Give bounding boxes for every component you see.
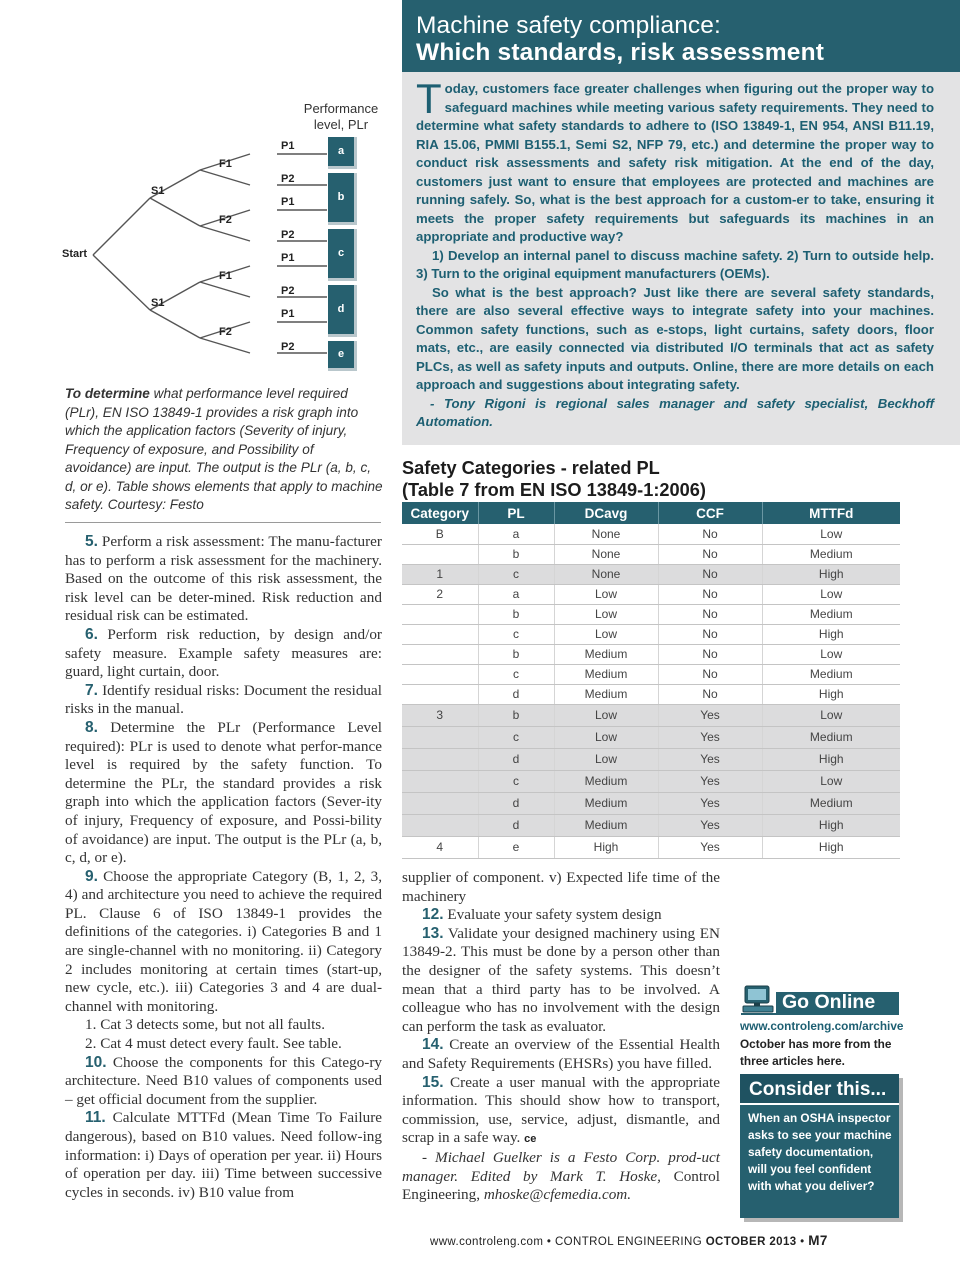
- table-cell: High: [762, 836, 900, 858]
- table-row: [402, 624, 900, 644]
- table-cell: b: [478, 604, 554, 624]
- table-cell: c: [478, 664, 554, 684]
- step-9-sub-1: 1. Cat 3 detects some, but not all faults.: [85, 1016, 326, 1034]
- table-cell: [402, 792, 478, 814]
- table-cell: Medium: [554, 814, 658, 836]
- table-cell: b: [478, 704, 554, 726]
- table-cell: [402, 544, 478, 564]
- table-row: [402, 814, 900, 836]
- drop-cap: T: [416, 75, 442, 122]
- author-email: mhoske@cfemedia.com.: [480, 1186, 632, 1204]
- table-cell: [402, 726, 478, 748]
- footer-issue: OCTOBER 2013: [705, 1236, 797, 1248]
- table-row: [402, 564, 900, 584]
- step-12: 12. Evaluate your safety system design: [422, 906, 662, 924]
- table-row: [402, 544, 900, 564]
- go-online-text: October has more from the three articles here.: [740, 1037, 892, 1068]
- table-body: [402, 524, 900, 858]
- figure-caption: To determine what performance level required (PLr), EN ISO 13849-1 provides a risk graph into which the application factors (Severity of injury, Frequency of exposure, and Possibility of avoidance) are input. The output is the PLr (a, b, c, d, or e). Table shows elements that apply to machine safety. Courtesy: Festo: [65, 386, 383, 512]
- footer-magazine: CONTROL ENGINEERING: [554, 1236, 703, 1248]
- table-row: [402, 726, 900, 748]
- table-cell: Medium: [554, 644, 658, 664]
- table-cell: No: [658, 564, 762, 584]
- column-header: PL: [478, 502, 554, 524]
- step-15: 15. Create a user manual with the appropriate information. This should show how to transport, commission, use, service, adjust, dismantle, and scrap in a safe way. ce: [402, 1073, 720, 1147]
- table-cell: High: [762, 684, 900, 704]
- table-cell: Medium: [554, 792, 658, 814]
- step-14: 14. Create an overview of the Essential Health and Safety Requirements (EHSRs) you have filled.: [402, 1036, 720, 1072]
- table-cell: [402, 748, 478, 770]
- p-label: P1: [281, 308, 295, 320]
- table-cell: High: [554, 836, 658, 858]
- caption-divider: [65, 522, 381, 523]
- table-cell: Low: [554, 726, 658, 748]
- table-cell: No: [658, 664, 762, 684]
- table-cell: B: [402, 524, 478, 544]
- pl-box-d: d: [328, 285, 357, 337]
- table-cell: [402, 644, 478, 664]
- p-label: P2: [281, 229, 295, 241]
- title-line-2: Which standards, risk assessment: [416, 39, 825, 66]
- table-title: Safety Categories - related PL (Table 7 from EN ISO 13849-1:2006): [402, 458, 706, 500]
- table-cell: High: [762, 564, 900, 584]
- table-cell: None: [554, 564, 658, 584]
- table-cell: Medium: [762, 664, 900, 684]
- table-cell: [402, 624, 478, 644]
- table-cell: No: [658, 524, 762, 544]
- table-cell: 4: [402, 836, 478, 858]
- table-cell: Yes: [658, 704, 762, 726]
- p-label: P2: [281, 341, 295, 353]
- go-online-divider: [741, 1013, 899, 1015]
- table-cell: No: [658, 544, 762, 564]
- intro-paragraph-2: 1) Develop an internal panel to discuss machine safety. 2) Turn to outside help. 3) Turn to the original equipment manufacturers (OEMs).: [416, 247, 934, 281]
- table-cell: No: [658, 684, 762, 704]
- table-cell: Low: [762, 584, 900, 604]
- table-row: [402, 524, 900, 544]
- table-cell: High: [762, 814, 900, 836]
- page-number: M7: [808, 1233, 828, 1248]
- page-footer: [430, 1233, 828, 1248]
- p-label: P2: [281, 173, 295, 185]
- step-13: 13. Validate your designed machinery using EN 13849-2. This must be done by a person other than the designer of the safety systems. This doesn’t mean that a third party has to be involved. A colleague who has no involvement with the design can perform the task as evaluator.: [402, 924, 720, 1035]
- table-cell: 1: [402, 564, 478, 584]
- table-cell: Low: [554, 624, 658, 644]
- table-cell: Medium: [762, 792, 900, 814]
- table-cell: No: [658, 604, 762, 624]
- table-row: [402, 792, 900, 814]
- pl-box-b: b: [328, 173, 357, 225]
- column-header: CCF: [658, 502, 762, 524]
- table-cell: Yes: [658, 792, 762, 814]
- table-cell: 3: [402, 704, 478, 726]
- pl-box-c: c: [328, 229, 357, 281]
- column-header: MTTFd: [762, 502, 900, 524]
- column-header: DCavg: [554, 502, 658, 524]
- table-cell: Low: [762, 770, 900, 792]
- table-cell: 2: [402, 584, 478, 604]
- step-11-continued: supplier of component. v) Expected life time of the machinery: [402, 869, 720, 905]
- table-cell: Low: [762, 704, 900, 726]
- pl-box-e: e: [328, 341, 357, 371]
- table-cell: None: [554, 544, 658, 564]
- table-cell: c: [478, 726, 554, 748]
- table-cell: b: [478, 644, 554, 664]
- table-cell: Low: [762, 524, 900, 544]
- table-cell: Low: [554, 748, 658, 770]
- step-11: 11. Calculate MTTFd (Mean Time To Failure dangerous), based on B10 values. Need follow-ing information: i) Days of operation per year. ii) Hours of operation per day. iii) Time between successive cycles in seconds. iv) B10 value from: [65, 1109, 382, 1201]
- table-cell: [402, 664, 478, 684]
- footer-url[interactable]: www.controleng.com: [430, 1236, 544, 1248]
- table-cell: d: [478, 792, 554, 814]
- s1-lower-label: S1: [151, 297, 165, 309]
- table-row: [402, 664, 900, 684]
- p-label: P1: [281, 252, 295, 264]
- step-9: 9. Choose the appropriate Category (B, 1, 2, 3, 4) and architecture you need to achieve the required PL. Clause 6 of ISO 13849-1 provides the definitions of the categories. i) Categories B and 1 are single-channel with no monitoring. ii) Category 2 includes monitoring at certain times (start-up, new cycle, etc.). iii) Categories 3 and 4 are dual-channel with monitoring.: [65, 867, 382, 1015]
- table-row: [402, 604, 900, 624]
- table-cell: Low: [554, 604, 658, 624]
- safety-categories-table: [402, 502, 900, 859]
- f2-lower-label: F2: [219, 326, 232, 338]
- f1-upper-label: F1: [219, 158, 232, 170]
- table-cell: [402, 604, 478, 624]
- p-label: P1: [281, 196, 295, 208]
- table-cell: Medium: [762, 544, 900, 564]
- body-column-left: [65, 533, 382, 1202]
- table-cell: Low: [554, 584, 658, 604]
- step-10: 10. Choose the components for this Catego-ry architecture. Need B10 values of components used – get official document from the supplier.: [65, 1053, 382, 1108]
- table-cell: No: [658, 584, 762, 604]
- table-row: [402, 684, 900, 704]
- step-8: 8. Determine the PLr (Performance Level required): PLr is used to denote what perfor-mance level is required by the safety function. To determine the PLr, the standard provides a risk graph into which the application factors (Sever-ity of injury, Frequency of exposure, and Possi-bility of avoidance) are input. The output is the PLr (a, b, c, d, or e).: [65, 718, 382, 867]
- title-line-1: Machine safety compliance:: [416, 12, 721, 39]
- go-online-link[interactable]: www.controleng.com/archive: [740, 1019, 904, 1033]
- risk-graph: [55, 95, 385, 375]
- table-cell: [402, 770, 478, 792]
- intro-credit: - Tony Rigoni is regional sales manager and safety specialist, Beckhoff Automation.: [416, 395, 934, 429]
- intro-paragraph-1: Today, customers face greater challenges when figuring out the proper way to safeguard machines while meeting various safety requirements. They need to determine what safety standards to adhere to (ISO 13849-1, EN 954, ANSI B11.19, RIA 15.06, PMMI B155.1, Semi S2, NFP 79, etc.) and determine the proper way to conduct risk assessments and safety risk mitigation. At the end of the day, customers just want to ensure that employees are protected and machines are running safely. So, what is the best approach for a custom-er to take, ensuring it meets the proper safety requirements but safeguards its machines in an appropriate and productive way?: [416, 75, 934, 244]
- f1-lower-label: F1: [219, 270, 232, 282]
- table-cell: Medium: [762, 604, 900, 624]
- step-6: 6. Perform risk reduction, by design and/or safety measure. Example safety measures are: guard, light curtain, door.: [65, 625, 382, 681]
- table-cell: High: [762, 748, 900, 770]
- table-cell: No: [658, 624, 762, 644]
- table-row: [402, 584, 900, 604]
- footer-bullet: •: [546, 1236, 552, 1248]
- computer-icon: [741, 985, 775, 1013]
- table-cell: Yes: [658, 726, 762, 748]
- table-cell: [402, 684, 478, 704]
- table-cell: e: [478, 836, 554, 858]
- consider-this-heading: Consider this...: [740, 1074, 899, 1105]
- table-cell: Medium: [554, 770, 658, 792]
- end-mark: ce: [524, 1133, 537, 1146]
- intro-panel: [402, 72, 960, 445]
- table-cell: Yes: [658, 836, 762, 858]
- table-cell: Yes: [658, 770, 762, 792]
- article-title-banner: [402, 0, 960, 72]
- table-cell: High: [762, 624, 900, 644]
- pl-box-a: a: [328, 137, 357, 169]
- p-label: P1: [281, 140, 295, 152]
- step-7: 7. Identify residual risks: Document the residual risks in the manual.: [65, 681, 382, 718]
- table-cell: d: [478, 684, 554, 704]
- table-cell: Medium: [554, 664, 658, 684]
- table-cell: None: [554, 524, 658, 544]
- table-row: [402, 644, 900, 664]
- table-cell: Medium: [554, 684, 658, 704]
- table-cell: a: [478, 524, 554, 544]
- table-cell: [402, 814, 478, 836]
- table-cell: c: [478, 624, 554, 644]
- table-cell: Low: [554, 704, 658, 726]
- table-cell: c: [478, 770, 554, 792]
- body-column-right: [402, 869, 720, 1205]
- table-cell: c: [478, 564, 554, 584]
- intro-paragraph-3: So what is the best approach? Just like there are several safety standards, there are also several effective ways to integrate safety into your machines. Common safety functions, such as e-stops, light curtains, safety doors, floor mats, etc., are easily connected via distributed I/O terminals that act as safety PLCs, as well as safety inputs and outputs. Online, there are more details on each approach and suggestions about integrating safety.: [416, 284, 934, 392]
- table-header-row: [402, 502, 900, 524]
- table-cell: No: [658, 644, 762, 664]
- step-9-sub-2: 2. Cat 4 must detect every fault. See table.: [85, 1035, 342, 1053]
- table-cell: Medium: [762, 726, 900, 748]
- table-row: [402, 704, 900, 726]
- f2-upper-label: F2: [219, 214, 232, 226]
- table-cell: b: [478, 544, 554, 564]
- performance-level-label: Performance level, PLr: [303, 101, 379, 132]
- start-label: Start: [62, 248, 88, 260]
- table-row: [402, 836, 900, 858]
- consider-this-text: When an OSHA inspector asks to see your machine safety documentation, will you feel confident with what you deliver?: [748, 1111, 892, 1193]
- author-signature: - Michael Guelker is a Festo Corp. prod-uct manager. Edited by Mark T. Hoske, Control Engineering, mhoske@cfemedia.com.: [402, 1148, 720, 1204]
- column-header: Category: [402, 502, 478, 524]
- step-5: 5. Perform a risk assessment: The manu-facturer has to perform a risk assessment for the machinery. Based on the outcome of this risk assessment, the risk level can be deter-mined. Risk reduction and residual risk can be estimated.: [65, 533, 382, 625]
- table-cell: d: [478, 748, 554, 770]
- table-cell: Yes: [658, 814, 762, 836]
- p-label: P2: [281, 285, 295, 297]
- consider-this-box: [740, 1074, 899, 1218]
- footer-bullet: •: [800, 1236, 805, 1248]
- table-cell: d: [478, 814, 554, 836]
- s1-upper-label: S1: [151, 185, 165, 197]
- table-cell: Yes: [658, 748, 762, 770]
- table-row: [402, 770, 900, 792]
- go-online-heading: Go Online: [776, 992, 899, 1013]
- table-cell: a: [478, 584, 554, 604]
- table-row: [402, 748, 900, 770]
- table-cell: Low: [762, 644, 900, 664]
